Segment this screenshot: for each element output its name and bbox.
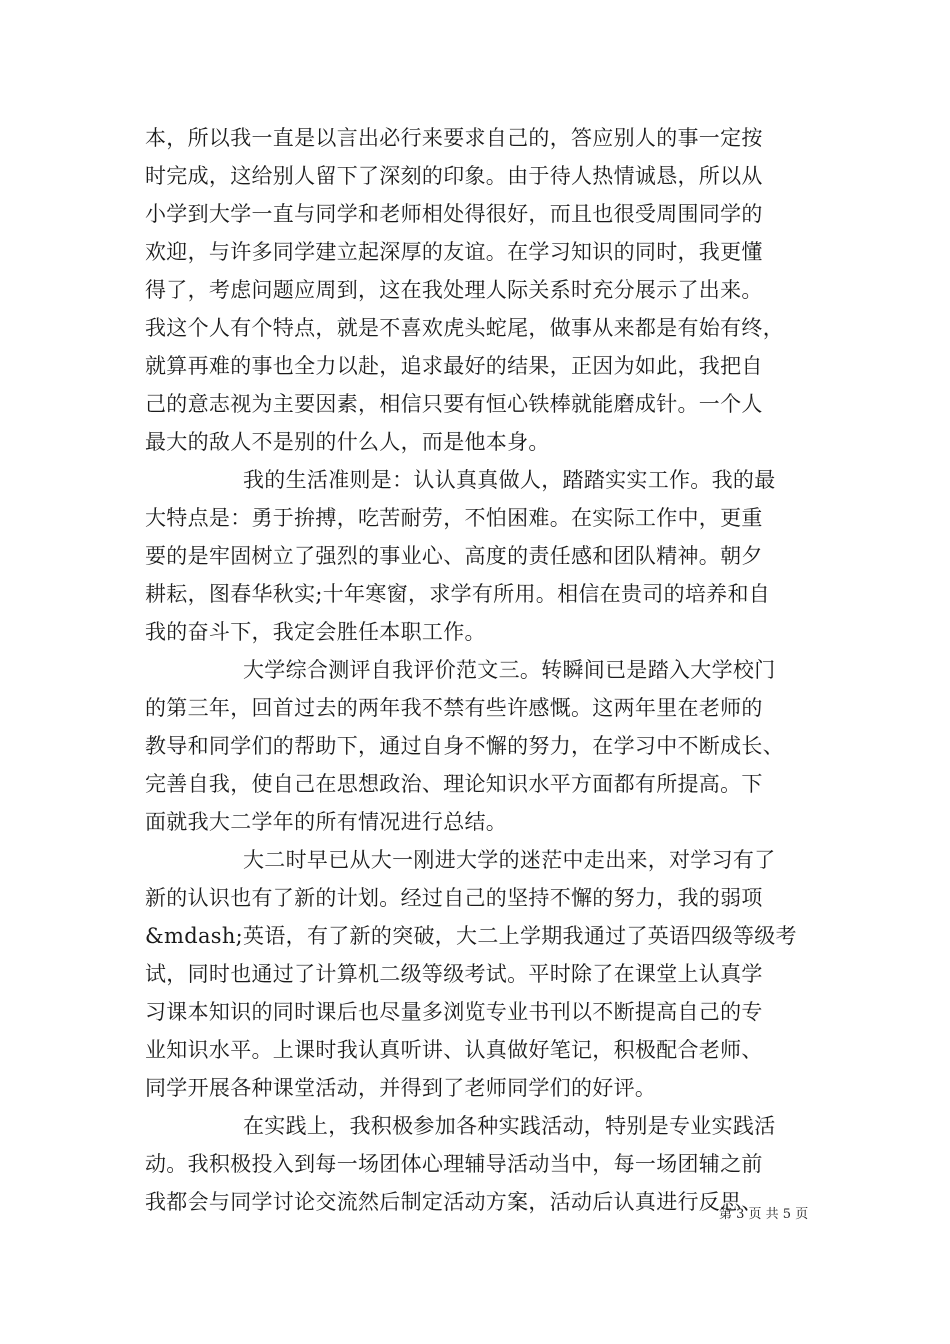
page-number-footer: 第 3 页 共 5 页 bbox=[719, 1207, 809, 1222]
paragraph-3-line: 大学综合测评自我评价范文三。转瞬间已是踏入大学校门 bbox=[243, 658, 776, 682]
paragraph-4-line: 业知识水平。上课时我认真听讲、认真做好笔记，积极配合老师、 bbox=[145, 1038, 763, 1062]
paragraph-1-line: 就算再难的事也全力以赴，追求最好的结果，正因为如此，我把自 bbox=[145, 354, 763, 378]
paragraph-4-line: 习课本知识的同时课后也尽量多浏览专业书刊以不断提高自己的专 bbox=[145, 1000, 763, 1024]
paragraph-3-line: 教导和同学们的帮助下，通过自身不懈的努力，在学习中不断成长、 bbox=[145, 734, 784, 758]
paragraph-4-line: 新的认识也有了新的计划。经过自己的坚持不懈的努力，我的弱项 bbox=[145, 886, 763, 910]
paragraph-2-line: 大特点是：勇于拚搏，吃苦耐劳，不怕困难。在实际工作中，更重 bbox=[145, 506, 763, 530]
paragraph-5-line: 动。我积极投入到每一场团体心理辅导活动当中，每一场团辅之前 bbox=[145, 1152, 763, 1176]
paragraph-5-line: 在实践上，我积极参加各种实践活动，特别是专业实践活 bbox=[243, 1114, 776, 1138]
paragraph-4-line: &mdash;英语，有了新的突破，大二上学期我通过了英语四级等级考 bbox=[145, 924, 797, 948]
paragraph-2-line: 耕耘，图春华秋实;十年寒窗，求学有所用。相信在贵司的培养和自 bbox=[145, 582, 771, 606]
paragraph-4-line: 大二时早已从大一刚进大学的迷茫中走出来，对学习有了 bbox=[243, 848, 776, 872]
paragraph-1-line: 本，所以我一直是以言出必行来要求自己的，答应别人的事一定按 bbox=[145, 126, 763, 150]
paragraph-1-line: 己的意志视为主要因素，相信只要有恒心铁棒就能磨成针。一个人 bbox=[145, 392, 763, 416]
paragraph-2-line: 要的是牢固树立了强烈的事业心、高度的责任感和团队精神。朝夕 bbox=[145, 544, 763, 568]
paragraph-1-line: 小学到大学一直与同学和老师相处得很好，而且也很受周围同学的 bbox=[145, 202, 763, 226]
paragraph-1-line: 欢迎，与许多同学建立起深厚的友谊。在学习知识的同时，我更懂 bbox=[145, 240, 763, 264]
paragraph-4-line: 试，同时也通过了计算机二级等级考试。平时除了在课堂上认真学 bbox=[145, 962, 763, 986]
paragraph-1-line: 最大的敌人不是别的什么人，而是他本身。 bbox=[145, 430, 550, 454]
paragraph-5-line: 我都会与同学讨论交流然后制定活动方案，活动后认真进行反思、 bbox=[145, 1190, 763, 1214]
paragraph-4-line: 同学开展各种课堂活动，并得到了老师同学们的好评。 bbox=[145, 1076, 657, 1100]
paragraph-1-line: 时完成，这给别人留下了深刻的印象。由于待人热情诚恳，所以从 bbox=[145, 164, 763, 188]
paragraph-3-line: 面就我大二学年的所有情况进行总结。 bbox=[145, 810, 508, 834]
paragraph-2-line: 我的奋斗下，我定会胜任本职工作。 bbox=[145, 620, 486, 644]
paragraph-1-line: 得了，考虑问题应周到，这在我处理人际关系时充分展示了出来。 bbox=[145, 278, 763, 302]
paragraph-3-line: 完善自我，使自己在思想政治、理论知识水平方面都有所提高。下 bbox=[145, 772, 763, 796]
paragraph-1-line: 我这个人有个特点，就是不喜欢虎头蛇尾，做事从来都是有始有终， bbox=[145, 316, 784, 340]
paragraph-3-line: 的第三年，回首过去的两年我不禁有些许感慨。这两年里在老师的 bbox=[145, 696, 763, 720]
paragraph-2-line: 我的生活准则是：认认真真做人，踏踏实实工作。我的最 bbox=[243, 468, 776, 492]
